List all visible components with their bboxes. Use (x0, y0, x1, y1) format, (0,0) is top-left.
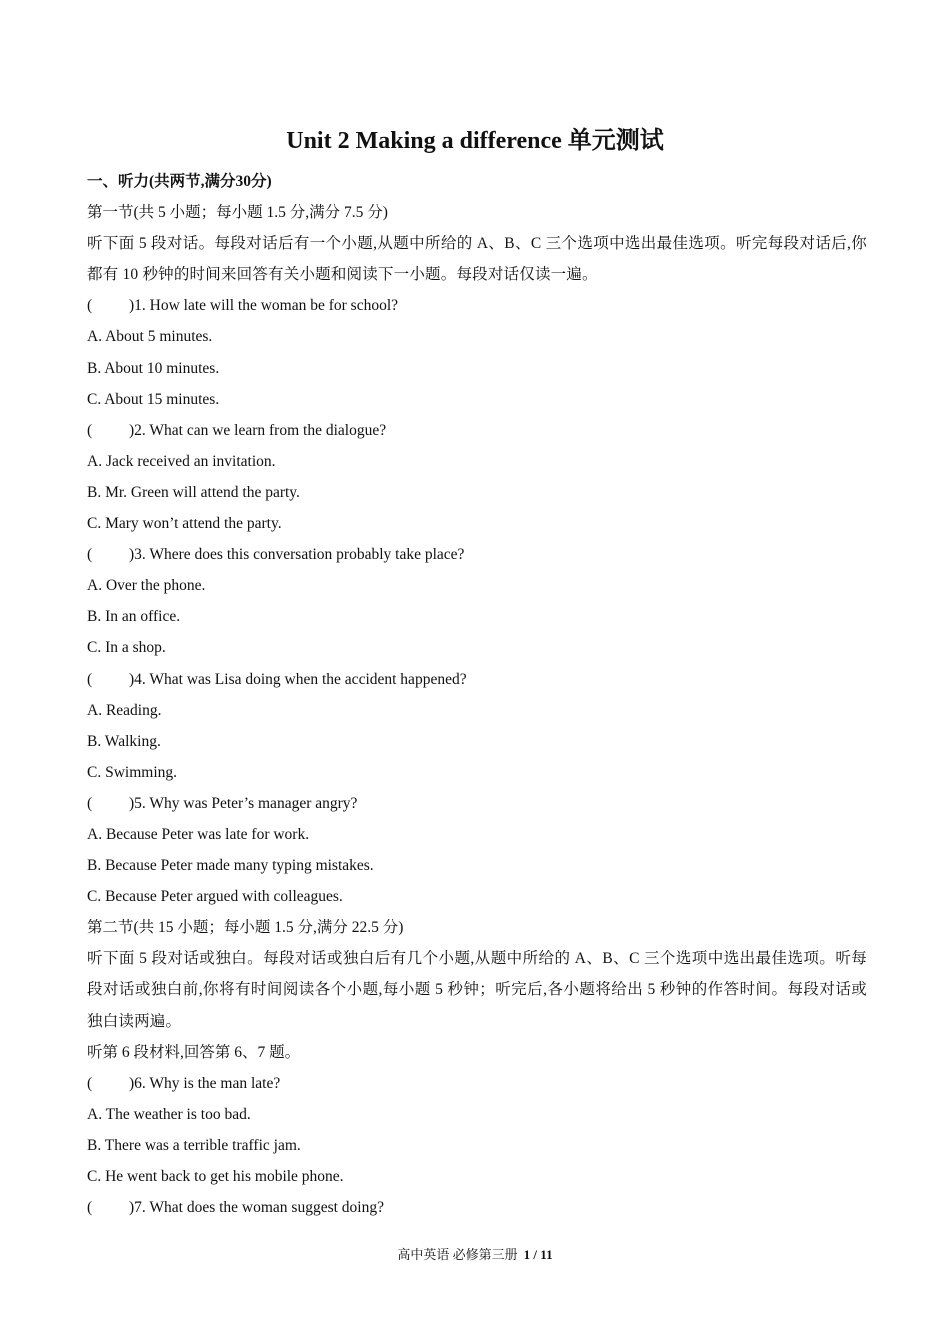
document-body (87, 166, 867, 1223)
answer-blank[interactable]: ( (87, 297, 93, 315)
option-a: A. Jack received an invitation. (87, 452, 276, 470)
question-text: )4. What was Lisa doing when the accident happened? (129, 670, 467, 688)
question-6 (87, 1068, 867, 1099)
option-b: B. Walking. (87, 732, 161, 750)
option-b: B. About 10 minutes. (87, 359, 220, 377)
question-text: )7. What does the woman suggest doing? (129, 1199, 384, 1217)
question-text: )2. What can we learn from the dialogue? (129, 421, 387, 439)
question-text: )1. How late will the woman be for school? (129, 297, 399, 315)
question-text: )6. Why is the man late? (129, 1074, 281, 1092)
option-c: C. He went back to get his mobile phone. (87, 1168, 344, 1185)
footer-book-title: 高中英语 必修第三册 (397, 1247, 518, 1262)
part1-instructions: 听下面 5 段对话。每段对话后有一个小题,从题中所给的 A、B、C 三个选项中选出最佳选项。听完每段对话后,你都有 10 秒钟的时间来回答有关小题和阅读下一小题。每段对话仅读一遍。 (87, 235, 867, 284)
option-a: A. About 5 minutes. (87, 328, 213, 346)
answer-blank[interactable]: ( (87, 1199, 93, 1217)
page-footer (0, 1245, 950, 1265)
part2-instructions: 听下面 5 段对话或独白。每段对话或独白后有几个小题,从题中所给的 A、B、C 三个选项中选出最佳选项。听每段对话或独白前,你将有时间阅读各个小题,每小题 5 秒钟；听完后,各小题将给出 5 秒钟的作答时间。每段对话或独白读两遍。 (87, 950, 867, 1030)
option-c: C. Swimming. (87, 763, 178, 781)
document-title: Unit 2 Making a difference 单元测试 (286, 128, 664, 154)
answer-blank[interactable]: ( (87, 421, 93, 439)
material-6-instruction: 听第 6 段材料,回答第 6、7 题。 (87, 1043, 301, 1061)
question-text: )3. Where does this conversation probably take place? (129, 546, 465, 564)
answer-blank[interactable]: ( (87, 1074, 93, 1092)
option-c: C. In a shop. (87, 639, 166, 657)
section-heading-listening: 一、听力(共两节,满分30分) (87, 173, 272, 190)
option-b: B. Because Peter made many typing mistakes. (87, 857, 374, 875)
question-3 (87, 539, 867, 570)
answer-blank[interactable]: ( (87, 794, 93, 812)
part1-heading: 第一节(共 5 小题；每小题 1.5 分,满分 7.5 分) (87, 204, 388, 222)
option-a: A. Because Peter was late for work. (87, 825, 310, 843)
option-c: C. Because Peter argued with colleagues. (87, 888, 343, 906)
question-5 (87, 788, 867, 819)
option-b: B. In an office. (87, 608, 181, 626)
option-a: A. The weather is too bad. (87, 1105, 251, 1123)
option-b: B. Mr. Green will attend the party. (87, 483, 300, 501)
question-1 (87, 290, 867, 321)
question-4 (87, 664, 867, 695)
option-b: B. There was a terrible traffic jam. (87, 1136, 301, 1154)
question-7 (87, 1192, 867, 1223)
option-c: C. Mary won’t attend the party. (87, 515, 282, 533)
question-text: )5. Why was Peter’s manager angry? (129, 794, 358, 812)
page-number: 1 / 11 (523, 1247, 553, 1262)
option-c: C. About 15 minutes. (87, 390, 220, 408)
answer-blank[interactable]: ( (87, 670, 93, 688)
answer-blank[interactable]: ( (87, 546, 93, 564)
option-a: A. Reading. (87, 701, 162, 719)
part2-heading: 第二节(共 15 小题；每小题 1.5 分,满分 22.5 分) (87, 919, 404, 937)
option-a: A. Over the phone. (87, 577, 206, 595)
question-2 (87, 415, 867, 446)
